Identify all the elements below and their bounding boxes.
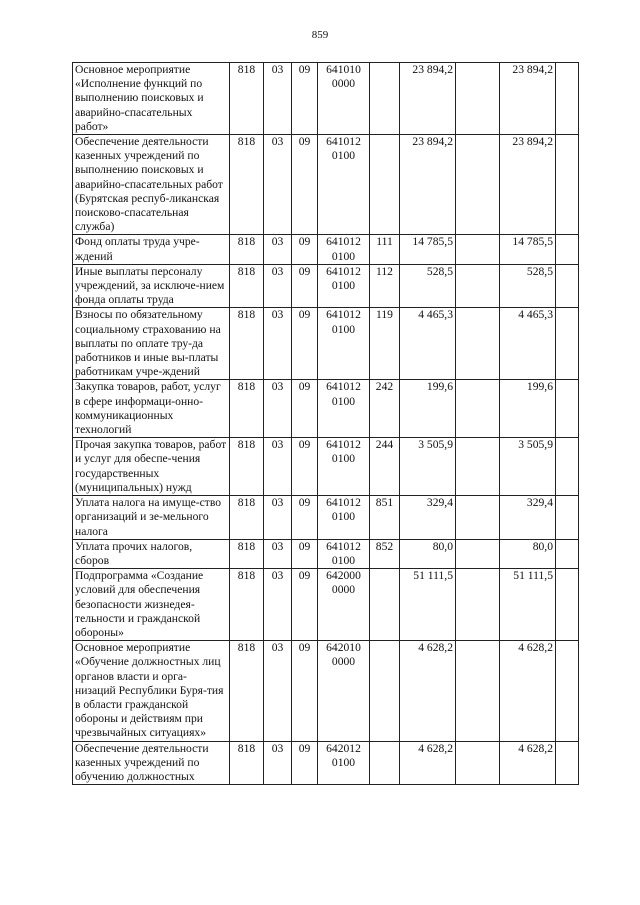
- program-code-cell: 642000 0000: [318, 569, 370, 641]
- table-row: [73, 741, 579, 785]
- amount-cell: 51 111,5: [400, 569, 456, 641]
- table-row: [73, 63, 579, 135]
- section-code-cell: 03: [264, 380, 292, 438]
- change-cell: [456, 539, 500, 568]
- expense-type-cell: [370, 741, 400, 785]
- total-cell: 23 894,2: [500, 63, 556, 135]
- total-cell: 80,0: [500, 539, 556, 568]
- subsection-code-cell: 09: [292, 63, 318, 135]
- section-code-cell: 03: [264, 569, 292, 641]
- total-cell: 3 505,9: [500, 438, 556, 496]
- change-cell: [456, 63, 500, 135]
- section-code-cell: 03: [264, 235, 292, 264]
- program-code-cell: 641012 0100: [318, 380, 370, 438]
- table-row: [73, 539, 579, 568]
- subsection-code-cell: 09: [292, 264, 318, 308]
- amount-cell: 23 894,2: [400, 63, 456, 135]
- program-code-cell: 641010 0000: [318, 63, 370, 135]
- total-cell: 199,6: [500, 380, 556, 438]
- program-code-cell: 641012 0100: [318, 539, 370, 568]
- subsection-code-cell: 09: [292, 438, 318, 496]
- row-name-cell: Иные выплаты персоналу учреждений, за исключе-нием фонда оплаты труда: [73, 264, 230, 308]
- program-code-cell: 642012 0100: [318, 741, 370, 785]
- extra-cell: [556, 641, 579, 741]
- section-code-cell: 03: [264, 308, 292, 380]
- expense-type-cell: 242: [370, 380, 400, 438]
- change-cell: [456, 135, 500, 235]
- table-row: [73, 641, 579, 741]
- page-number: 859: [311, 29, 329, 41]
- total-cell: 4 628,2: [500, 641, 556, 741]
- table-row: [73, 308, 579, 380]
- change-cell: [456, 641, 500, 741]
- row-name-cell: Уплата налога на имуще-ство организаций и зе-мельного налога: [73, 496, 230, 540]
- expense-type-cell: 111: [370, 235, 400, 264]
- extra-cell: [556, 264, 579, 308]
- ministry-code-cell: 818: [230, 438, 264, 496]
- row-name-cell: Прочая закупка товаров, работ и услуг для обеспе-чения государственных (муниципальных) нужд: [73, 438, 230, 496]
- expense-type-cell: [370, 63, 400, 135]
- program-code-cell: 642010 0000: [318, 641, 370, 741]
- total-cell: 329,4: [500, 496, 556, 540]
- row-name-cell: Обеспечение деятельности казенных учреждений по выполнению поисковых и аварийно-спасательных работ (Бурятская респуб-ликанская поисково-спасательная служба): [73, 135, 230, 235]
- ministry-code-cell: 818: [230, 264, 264, 308]
- ministry-code-cell: 818: [230, 569, 264, 641]
- change-cell: [456, 380, 500, 438]
- extra-cell: [556, 438, 579, 496]
- amount-cell: 4 628,2: [400, 741, 456, 785]
- expense-type-cell: 119: [370, 308, 400, 380]
- table-row: [73, 569, 579, 641]
- total-cell: 528,5: [500, 264, 556, 308]
- change-cell: [456, 438, 500, 496]
- ministry-code-cell: 818: [230, 308, 264, 380]
- section-code-cell: 03: [264, 539, 292, 568]
- program-code-cell: 641012 0100: [318, 264, 370, 308]
- program-code-cell: 641012 0100: [318, 135, 370, 235]
- row-name-cell: Основное мероприятие «Исполнение функций по выполнению поисковых и аварийно-спасательных работ»: [73, 63, 230, 135]
- section-code-cell: 03: [264, 135, 292, 235]
- section-code-cell: 03: [264, 264, 292, 308]
- expense-type-cell: 244: [370, 438, 400, 496]
- total-cell: 4 465,3: [500, 308, 556, 380]
- extra-cell: [556, 741, 579, 785]
- subsection-code-cell: 09: [292, 569, 318, 641]
- table-row: [73, 438, 579, 496]
- ministry-code-cell: 818: [230, 63, 264, 135]
- ministry-code-cell: 818: [230, 741, 264, 785]
- section-code-cell: 03: [264, 741, 292, 785]
- total-cell: 4 628,2: [500, 741, 556, 785]
- ministry-code-cell: 818: [230, 641, 264, 741]
- ministry-code-cell: 818: [230, 380, 264, 438]
- table-row: [73, 264, 579, 308]
- table-body: [73, 63, 579, 785]
- extra-cell: [556, 496, 579, 540]
- total-cell: 23 894,2: [500, 135, 556, 235]
- row-name-cell: Обеспечение деятельности казенных учреждений по обучению должностных: [73, 741, 230, 785]
- extra-cell: [556, 235, 579, 264]
- row-name-cell: Уплата прочих налогов, сборов: [73, 539, 230, 568]
- extra-cell: [556, 539, 579, 568]
- row-name-cell: Закупка товаров, работ, услуг в сфере информаци-онно-коммуникационных технологий: [73, 380, 230, 438]
- amount-cell: 14 785,5: [400, 235, 456, 264]
- amount-cell: 528,5: [400, 264, 456, 308]
- amount-cell: 329,4: [400, 496, 456, 540]
- expense-type-cell: [370, 641, 400, 741]
- expense-type-cell: 851: [370, 496, 400, 540]
- change-cell: [456, 741, 500, 785]
- subsection-code-cell: 09: [292, 496, 318, 540]
- budget-table: [72, 62, 579, 785]
- amount-cell: 80,0: [400, 539, 456, 568]
- expense-type-cell: 112: [370, 264, 400, 308]
- section-code-cell: 03: [264, 641, 292, 741]
- extra-cell: [556, 380, 579, 438]
- subsection-code-cell: 09: [292, 308, 318, 380]
- section-code-cell: 03: [264, 63, 292, 135]
- subsection-code-cell: 09: [292, 641, 318, 741]
- ministry-code-cell: 818: [230, 539, 264, 568]
- program-code-cell: 641012 0100: [318, 235, 370, 264]
- total-cell: 51 111,5: [500, 569, 556, 641]
- section-code-cell: 03: [264, 496, 292, 540]
- expense-type-cell: 852: [370, 539, 400, 568]
- ministry-code-cell: 818: [230, 496, 264, 540]
- amount-cell: 23 894,2: [400, 135, 456, 235]
- row-name-cell: Подпрограмма «Создание условий для обеспечения безопасности жизнедея-тельности и гражданской обороны»: [73, 569, 230, 641]
- ministry-code-cell: 818: [230, 235, 264, 264]
- row-name-cell: Фонд оплаты труда учре-ждений: [73, 235, 230, 264]
- row-name-cell: Взносы по обязательному социальному страхованию на выплаты по оплате тру-да работников и иные вы-платы работникам учре-ждений: [73, 308, 230, 380]
- amount-cell: 4 628,2: [400, 641, 456, 741]
- amount-cell: 3 505,9: [400, 438, 456, 496]
- subsection-code-cell: 09: [292, 380, 318, 438]
- table-row: [73, 496, 579, 540]
- change-cell: [456, 235, 500, 264]
- subsection-code-cell: 09: [292, 235, 318, 264]
- change-cell: [456, 496, 500, 540]
- table-row: [73, 235, 579, 264]
- extra-cell: [556, 63, 579, 135]
- subsection-code-cell: 09: [292, 539, 318, 568]
- change-cell: [456, 569, 500, 641]
- amount-cell: 4 465,3: [400, 308, 456, 380]
- change-cell: [456, 264, 500, 308]
- table-row: [73, 135, 579, 235]
- row-name-cell: Основное мероприятие «Обучение должностных лиц органов власти и орга-низаций Республики Буря-тия в области гражданской обороны и действиям при чрезвычайных ситуациях»: [73, 641, 230, 741]
- amount-cell: 199,6: [400, 380, 456, 438]
- extra-cell: [556, 135, 579, 235]
- program-code-cell: 641012 0100: [318, 438, 370, 496]
- extra-cell: [556, 569, 579, 641]
- expense-type-cell: [370, 569, 400, 641]
- extra-cell: [556, 308, 579, 380]
- expense-type-cell: [370, 135, 400, 235]
- section-code-cell: 03: [264, 438, 292, 496]
- subsection-code-cell: 09: [292, 741, 318, 785]
- table-row: [73, 380, 579, 438]
- program-code-cell: 641012 0100: [318, 308, 370, 380]
- total-cell: 14 785,5: [500, 235, 556, 264]
- program-code-cell: 641012 0100: [318, 496, 370, 540]
- subsection-code-cell: 09: [292, 135, 318, 235]
- change-cell: [456, 308, 500, 380]
- ministry-code-cell: 818: [230, 135, 264, 235]
